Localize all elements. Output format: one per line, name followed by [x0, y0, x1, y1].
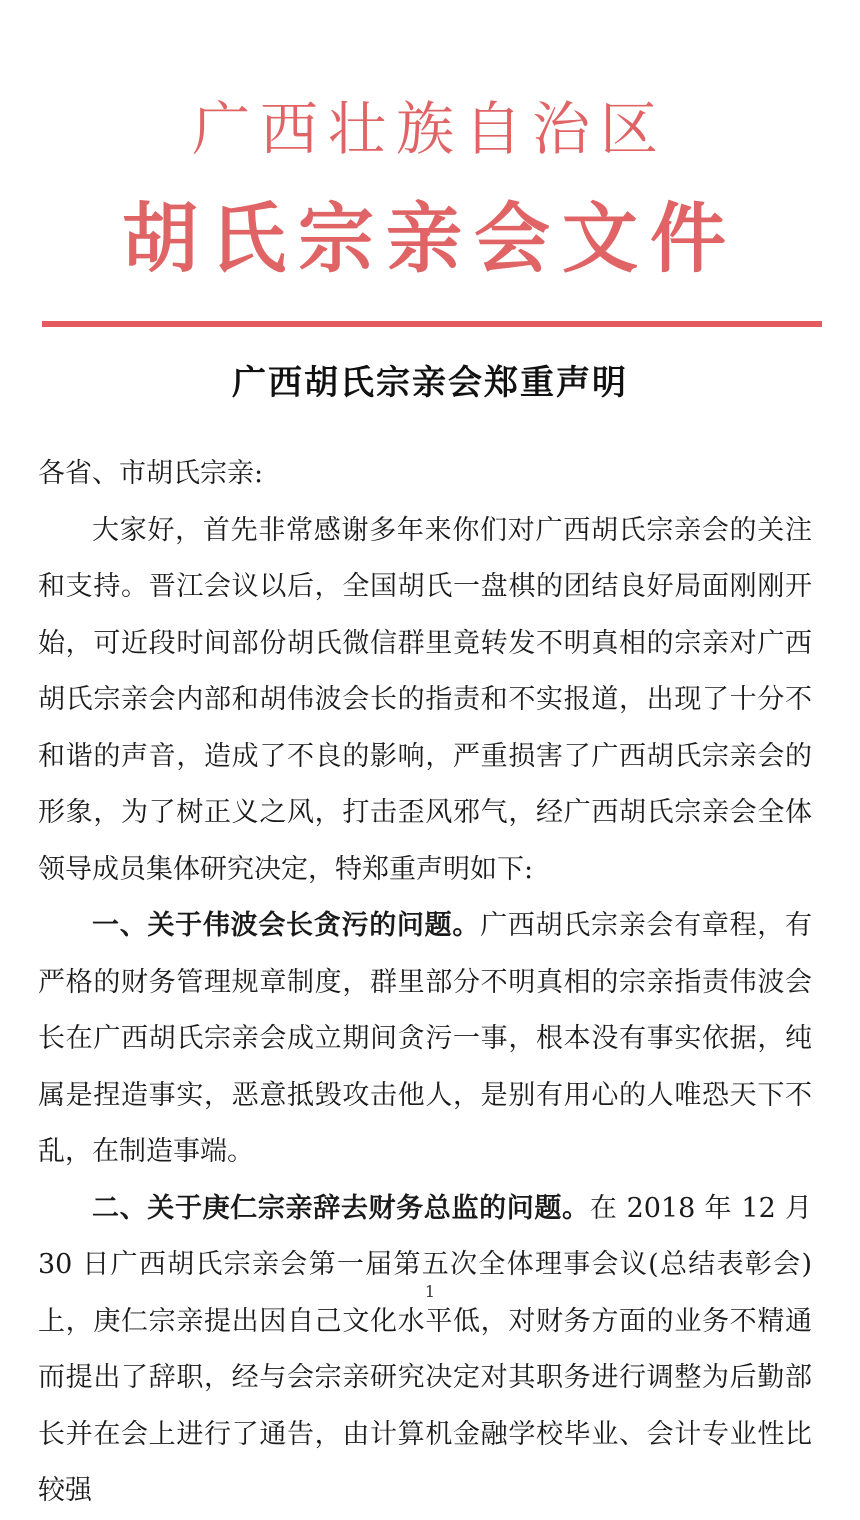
paragraph-intro: 大家好，首先非常感谢多年来你们对广西胡氏宗亲会的关注和支持。晋江会议以后，全国胡氏一盘棋的团结良好局面刚刚开始，可近段时间部份胡氏微信群里竟转发不明真相的宗亲对广西胡氏宗亲会内部和胡伟波会长的指责和不实报道，出现了十分不和谐的声音，造成了不良的影响，严重损害了广西胡氏宗亲会的形象，为了树正义之风，打击歪风邪气，经广西胡氏宗亲会全体领导成员集体研究决定，特郑重声明如下:	[38, 514, 812, 885]
paragraph-item-1	[38, 898, 812, 1181]
header-document-label: 胡氏宗亲会文件	[122, 194, 738, 283]
item-1-text: 广西胡氏宗亲会有章程，有严格的财务管理规章制度，群里部分不明真相的宗亲指责伟波会长在广西胡氏宗亲会成立期间贪污一事，根本没有事实依据，纯属是捏造事实，恶意抵毁攻击他人，是别有用心的人唯恐天下不乱，在制造事端。	[38, 910, 813, 1167]
document-body	[38, 446, 812, 1520]
page-number: 1	[424, 1282, 436, 1301]
document-title: 广西胡氏宗亲会郑重声明	[232, 363, 628, 403]
item-1-heading: 一、关于伟波会长贪污的问题。	[92, 910, 481, 941]
header-org-name: 广西壮族自治区	[191, 95, 668, 163]
salutation: 各省、市胡氏宗亲:	[38, 458, 264, 489]
item-2-text: 在 2018 年 12 月 30 日广西胡氏宗亲会第一届第五次全体理事会议(总结表彰会)上，庚仁宗亲提出因自己文化水平低，对财务方面的业务不精通而提出了辞职，经与会宗亲研究决定对其职务进行调整为后勤部长并在会上进行了通告，由计算机金融学校毕业、会计专业性比较强	[38, 1192, 813, 1506]
red-divider	[42, 321, 822, 327]
item-2-heading: 二、关于庚仁宗亲辞去财务总监的问题。	[92, 1192, 590, 1224]
paragraph-item-2	[38, 1181, 812, 1520]
